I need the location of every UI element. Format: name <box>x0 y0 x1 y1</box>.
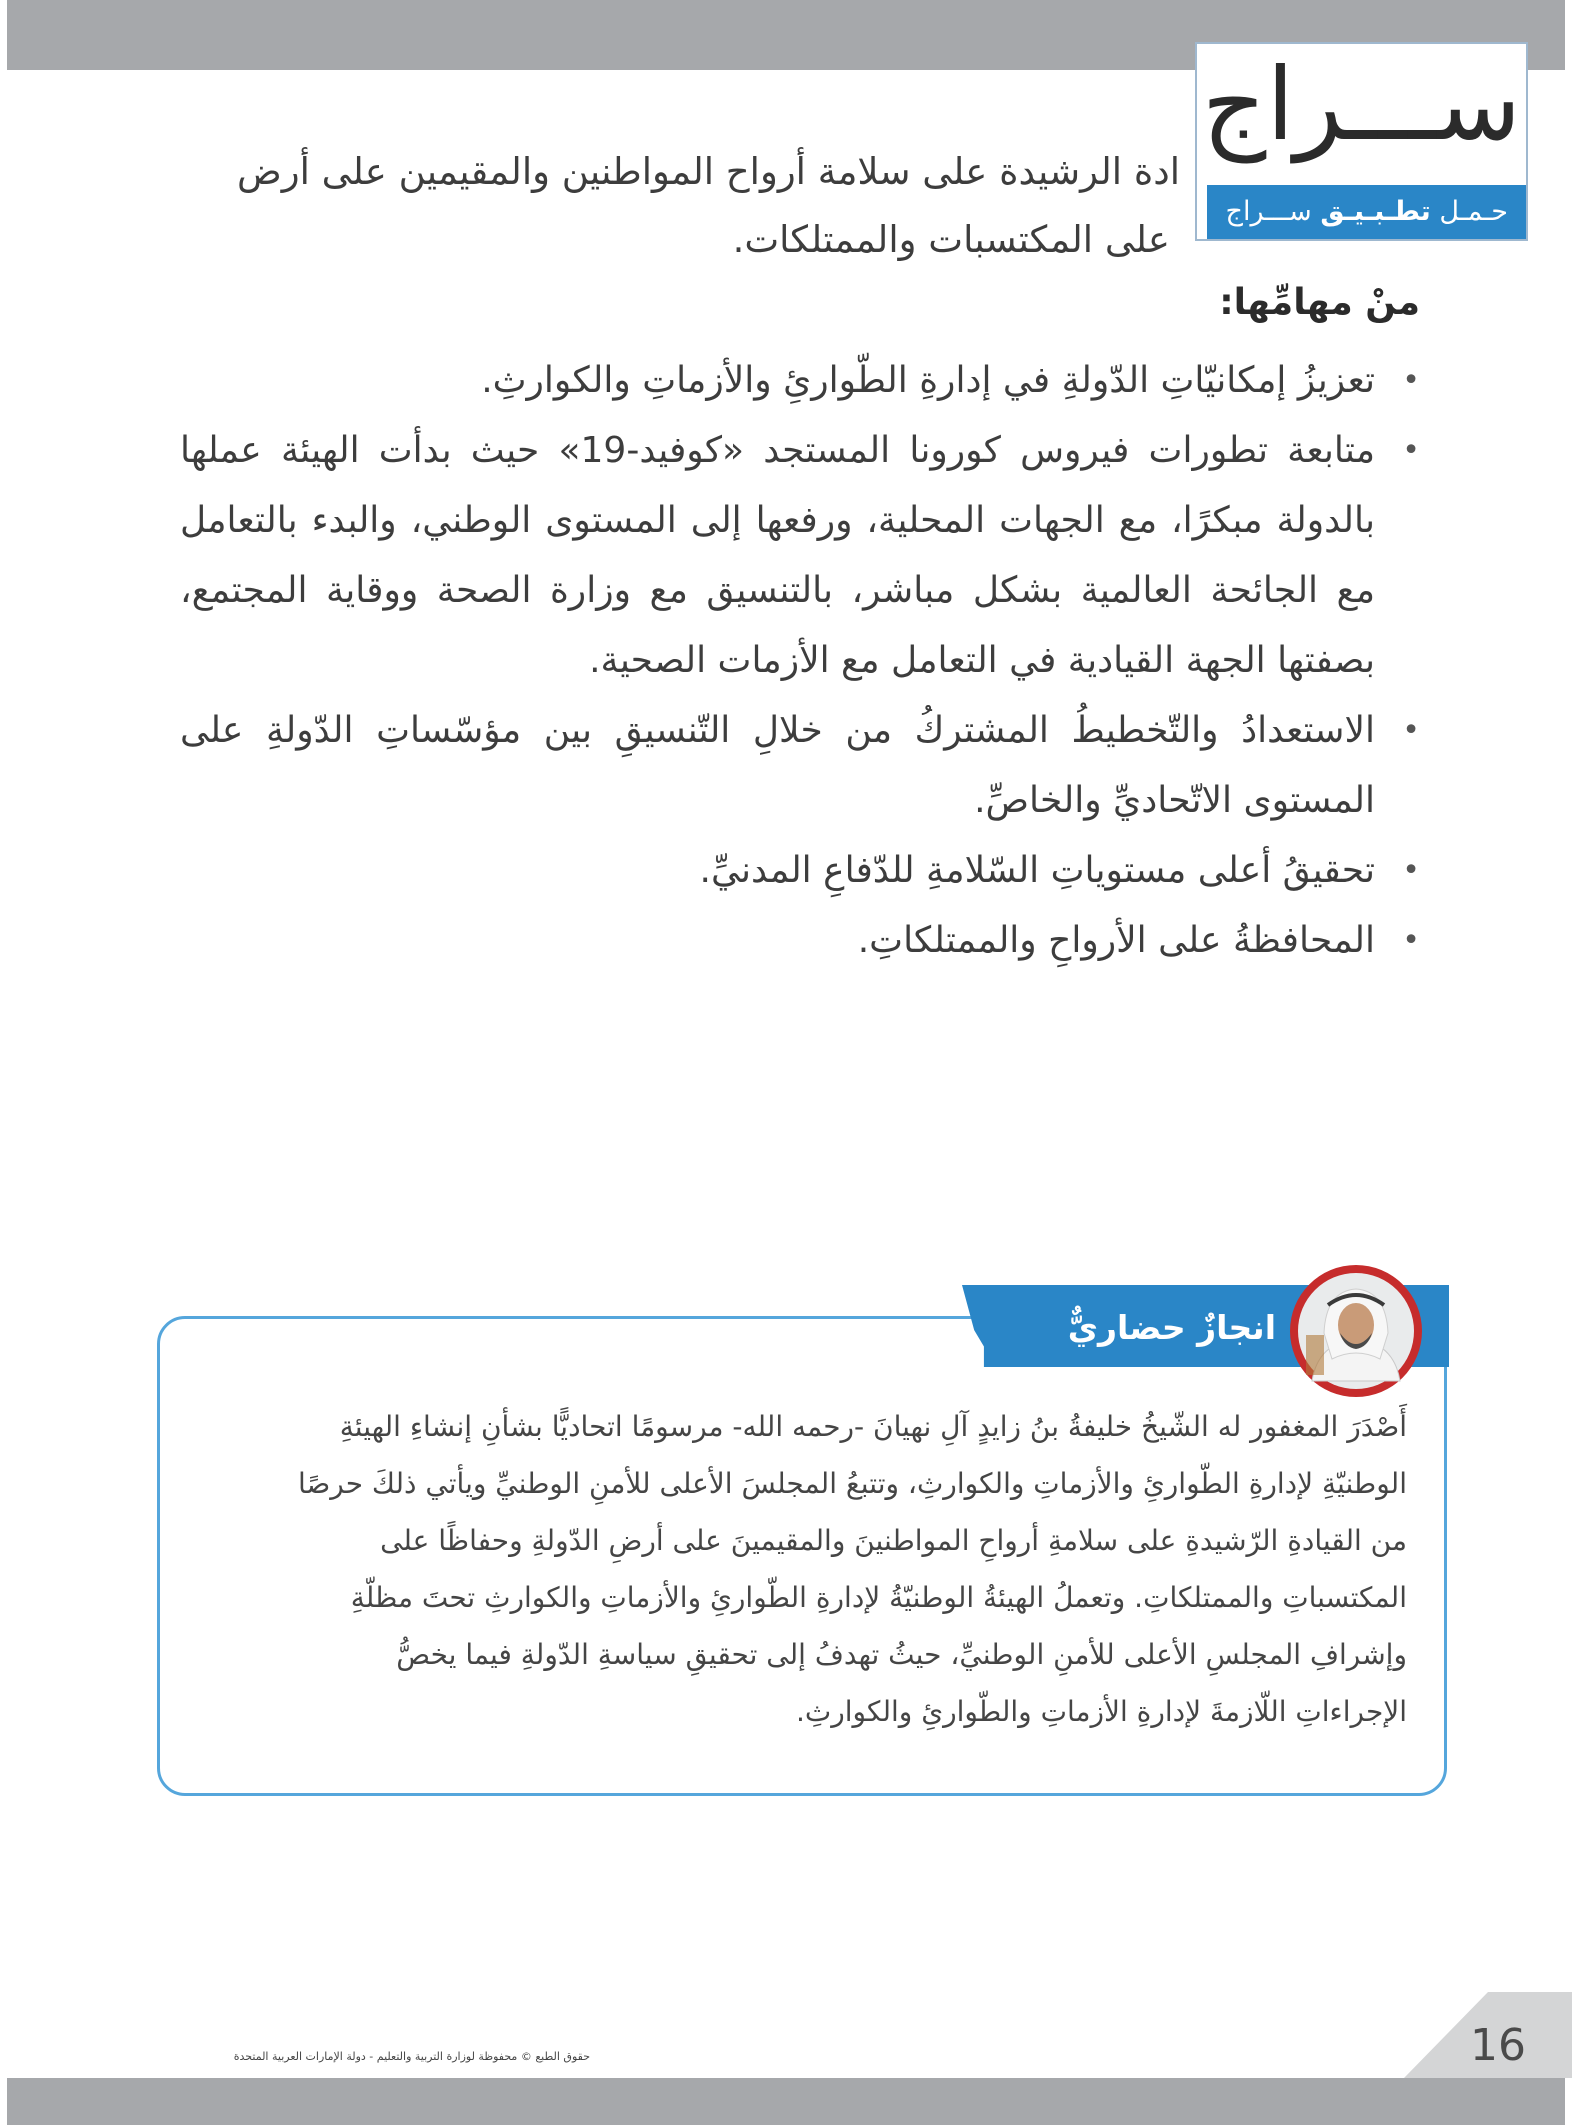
list-item-text: تحقيقُ أعلى مستوياتِ السّلامةِ للدّفاعِ المدنيِّ. <box>699 850 1375 891</box>
siraj-logo[interactable] <box>1195 42 1528 241</box>
intro-line-1: ادة الرشيدة على سلامة أرواح المواطنين والمقيمين على أرض <box>237 150 1180 193</box>
logo-strip-suffix: ســـراج <box>1225 196 1312 227</box>
logo-word: ســـراج <box>1201 46 1522 163</box>
list-item-text: المحافظةُ على الأرواحِ والممتلكاتِ. <box>857 920 1375 961</box>
tasks-heading: منْ مهامِّها: <box>1219 282 1420 323</box>
intro-line-2: على المكتسبات والممتلكات. <box>732 218 1170 261</box>
bullet-icon: • <box>1402 433 1420 468</box>
callout-line: المكتسباتِ والممتلكاتِ. وتعملُ الهيئةُ الوطنيّةُ لإدارةِ الطّوارئِ والأزماتِ والكوارثِ تحتَ مظلّةِ <box>350 1581 1407 1614</box>
list-item <box>180 906 1420 976</box>
list-item <box>180 836 1420 906</box>
tasks-list <box>180 346 1420 976</box>
page-number: 16 <box>1470 2020 1526 2071</box>
callout-line: الوطنيّةِ لإدارةِ الطّوارئِ والأزماتِ والكوارثِ، وتتبعُ المجلسَ الأعلى للأمنِ الوطنيِّ ويأتي ذلكَ حرصًا <box>297 1467 1407 1500</box>
portrait-avatar <box>1288 1263 1424 1399</box>
callout-title: انجازٌ حضاريٌّ <box>1067 1308 1276 1347</box>
logo-strip-prefix: حـمـل <box>1439 196 1508 227</box>
callout-line: وإشرافِ المجلسِ الأعلى للأمنِ الوطنيِّ، حيثُ تهدفُ إلى تحقيقِ سياسةِ الدّولةِ فيما يخصُّ <box>396 1638 1407 1671</box>
bottom-bar <box>7 2078 1565 2125</box>
callout-body <box>195 1398 1407 1740</box>
list-item <box>180 346 1420 416</box>
bullet-icon: • <box>1402 713 1420 748</box>
list-item <box>180 416 1420 696</box>
logo-strip-bold: تطـبـيـق <box>1320 196 1431 227</box>
bullet-icon: • <box>1402 923 1420 958</box>
list-item-text: تعزيزُ إمكانيّاتِ الدّولةِ في إدارةِ الطّوارئِ والأزماتِ والكوارثِ. <box>481 360 1375 401</box>
list-item <box>180 696 1420 836</box>
bullet-icon: • <box>1402 363 1420 398</box>
list-item-text: الاستعدادُ والتّخطيطُ المشتركُ من خلالِ التّنسيقِ بين مؤسّساتِ الدّولةِ على المستوى الاتّحاديِّ والخاصِّ. <box>180 710 1375 821</box>
callout-line: الإجراءاتِ اللّازمةَ لإدارةِ الأزماتِ والطّوارئِ والكوارثِ. <box>795 1695 1407 1728</box>
logo-app-strip[interactable] <box>1207 185 1526 239</box>
copyright-note: حقوق الطبع © محفوظة لوزارة التربية والتعليم - دولة الإمارات العربية المتحدة <box>233 2050 590 2063</box>
bullet-icon: • <box>1402 853 1420 888</box>
list-item-text: متابعة تطورات فيروس كورونا المستجد «كوفيد-19» حيث بدأت الهيئة عملها بالدولة مبكرًا، مع الجهات المحلية، ورفعها إلى المستوى الوطني، والبدء بالتعامل مع الجائحة العالمية بشكل مباشر، بالتنسيق مع وزارة الصحة ووقاية المجتمع، بصفتها الجهة القيادية في التعامل مع الأزمات الصحية. <box>180 430 1375 681</box>
callout-line: من القيادةِ الرّشيدةِ على سلامةِ أرواحِ المواطنينَ والمقيمينَ على أرضِ الدّولةِ وحفاظًا على <box>380 1524 1407 1557</box>
callout-line: أَصْدَرَ المغفور له الشّيخُ خليفةُ بنُ زايدٍ آلِ نهيانَ -رحمه الله- مرسومًا اتحاديًّا بشأنِ إنشاءِ الهيئةِ <box>339 1410 1407 1443</box>
